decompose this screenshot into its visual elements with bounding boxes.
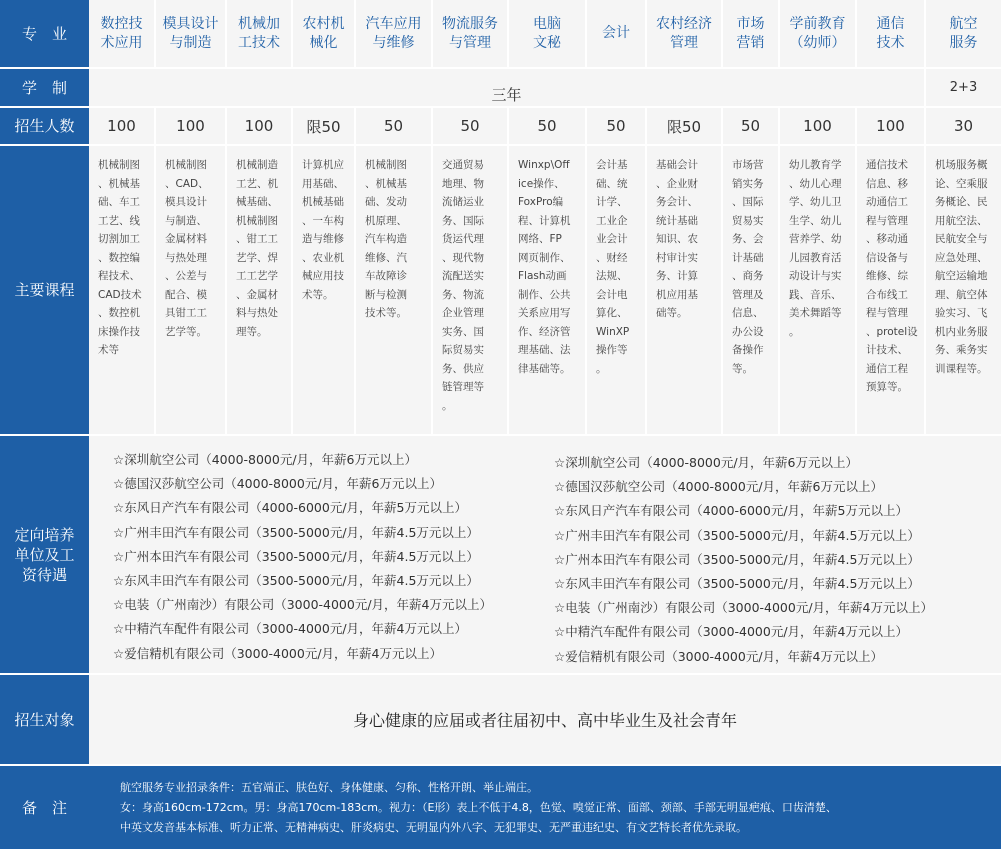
- major-header: 学前教育 （幼师）: [780, 0, 857, 67]
- label-enrollment: 招生人数: [0, 108, 89, 144]
- major-row: [89, 0, 1001, 67]
- course-list: 计算机应 用基础、 机械基础 、一车构 造与维修 、农业机 械应用技 术等。: [293, 146, 356, 434]
- note-line: 航空服务专业招录条件：五官端正、肤色好、身体健康、匀称、性格开朗、举止端庄。: [120, 781, 538, 794]
- company-item: ☆爱信精机有限公司（3000-4000元/月，年薪4万元以上）: [554, 648, 884, 664]
- company-item: ☆广州丰田汽车有限公司（3500-5000元/月，年薪4.5万元以上）: [113, 524, 479, 540]
- enrollment-count: 50: [356, 108, 433, 144]
- enrollment-count: 50: [509, 108, 587, 144]
- course-list: 会计基 础、统 计学、 工业企 业会计 、财经 法规、 会计电 算化、 WinXP 操作等 。: [587, 146, 647, 434]
- enrollment-count: 100: [857, 108, 926, 144]
- label-target: 招生对象: [0, 675, 89, 764]
- major-header: 航空 服务: [949, 15, 978, 51]
- company-item: ☆德国汉莎航空公司（4000-8000元/月，年薪6万元以上）: [554, 479, 884, 495]
- company-item: ☆深圳航空公司（4000-8000元/月，年薪6万元以上）: [113, 452, 418, 467]
- major-header: 农村机 械化: [293, 0, 356, 67]
- label-partners: 定向培养 单位及工 资待遇: [0, 436, 89, 673]
- company-item: ☆东风日产汽车有限公司（4000-6000元/月，年薪5万元以上）: [113, 500, 468, 516]
- major-header: 电脑 文秘: [509, 0, 587, 67]
- course-list: 幼儿教育学 、幼儿心理 学、幼儿卫 生学、幼儿 营养学、幼 儿园教育活 动设计与实 践、音乐、 美术舞蹈等 。: [780, 146, 857, 434]
- course-list: 基础会计 、企业财 务会计、 统计基础 知识、农 村审计实 务、计算 机应用基 础等。: [647, 146, 723, 434]
- enrollment-count: 100: [89, 108, 156, 144]
- label-duration: 学 制: [0, 69, 89, 106]
- courses-row: [89, 146, 1001, 434]
- course-list: 交通贸易 地理、物 流储运业 务、国际 货运代理 、现代物 流配送实 务、物流 企业管理 实务、国 际贸易实 务、供应 链管理等 。: [433, 146, 509, 434]
- course-list: 通信技术 信息、移 动通信工 程与管理 、移动通 信设备与 维修、综 合布线工 程与管理 、protel设 计技术、 通信工程 预算等。: [857, 146, 926, 434]
- label-major: 专 业: [0, 0, 89, 67]
- major-header: 物流服务 与管理: [433, 0, 509, 67]
- enrollment-count: 限50: [647, 108, 723, 144]
- enrollment-count: 限50: [293, 108, 356, 144]
- partners-row: [89, 436, 1001, 673]
- company-item: ☆深圳航空公司（4000-8000元/月，年薪6万元以上）: [554, 455, 859, 470]
- duration-aviation: 2+3: [949, 80, 978, 95]
- enrollment-count: 100: [227, 108, 293, 144]
- company-item: ☆东风日产汽车有限公司（4000-6000元/月，年薪5万元以上）: [554, 503, 909, 519]
- major-header: 市场 营销: [723, 0, 780, 67]
- course-list: 市场营 销实务 、国际 贸易实 务、会 计基础 、商务 管理及 信息、 办公设 备操作 等。: [723, 146, 780, 434]
- course-list: 机械制图 、CAD、 模具设计 与制造、 金属材料 与热处理 、公差与 配合、模 具钳工工 艺学等。: [156, 146, 227, 434]
- company-item: ☆广州本田汽车有限公司（3500-5000元/月，年薪4.5万元以上）: [113, 548, 479, 564]
- company-item: ☆中精汽车配件有限公司（3000-4000元/月，年薪4万元以上）: [113, 621, 468, 637]
- course-list: 机场服务概 论、空乘服 务概论、民 用航空法、 民航安全与 应急处理、 航空运输地 理、航空体 验实习、飞 机内业务服 务、乘务实 训课程等。: [935, 159, 988, 375]
- company-list-right: [554, 451, 933, 669]
- major-header: 通信 技术: [857, 0, 926, 67]
- company-item: ☆广州本田汽车有限公司（3500-5000元/月，年薪4.5万元以上）: [554, 551, 920, 567]
- major-header: 农村经济 管理: [647, 0, 723, 67]
- company-item: ☆东风丰田汽车有限公司（3500-5000元/月，年薪4.5万元以上）: [554, 576, 920, 592]
- major-header: 会计: [587, 0, 647, 67]
- enrollment-count: 50: [723, 108, 780, 144]
- label-notes: 备 注: [0, 766, 89, 849]
- course-list: 机械制图 、机械基 础、车工 工艺、线 切割加工 、数控编 程技术、 CAD技术 、数控机 床操作技 术等: [89, 146, 156, 434]
- company-item: ☆东风丰田汽车有限公司（3500-5000元/月，年薪4.5万元以上）: [113, 573, 479, 589]
- company-item: ☆电装（广州南沙）有限公司（3000-4000元/月，年薪4万元以上）: [113, 597, 493, 613]
- major-header: 数控技 术应用: [89, 0, 156, 67]
- enrollment-row: [89, 108, 1001, 144]
- enrollment-count: 100: [156, 108, 227, 144]
- target-text: 身心健康的应届或者往届初中、高中毕业生及社会青年: [89, 675, 1001, 764]
- enrollment-count: 100: [780, 108, 857, 144]
- enrollment-count: 50: [433, 108, 509, 144]
- duration-row: [89, 69, 1001, 106]
- company-item: ☆电装（广州南沙）有限公司（3000-4000元/月，年薪4万元以上）: [554, 600, 934, 616]
- course-list: Winxp\Off ice操作、 FoxPro编 程、计算机 网络、FP 网页制作、 Flash动画 制作、公共 关系应用写 作、经济管 理基础、法 律基础等。: [509, 146, 587, 434]
- duration-main: 三年: [89, 69, 926, 106]
- enrollment-count: 50: [587, 108, 647, 144]
- note-line: 中英文发音基本标准、听力正常、无精神病史、肝炎病史、无明显内外八字、无犯罪史、无严重违纪史、有文艺特长者优先录取。: [120, 821, 747, 834]
- course-list: 机械制图 、机械基 础、发动 机原理、 汽车构造 维修、汽 车故障诊 断与检测 技术等。: [356, 146, 433, 434]
- course-list: 机械制造 工艺、机 械基础、 机械制图 、钳工工 艺学、焊 工工艺学 、金属材 料与热处 理等。: [227, 146, 293, 434]
- major-header: 模具设计 与制造: [156, 0, 227, 67]
- company-item: ☆广州丰田汽车有限公司（3500-5000元/月，年薪4.5万元以上）: [554, 527, 920, 543]
- label-courses: 主要课程: [0, 146, 89, 434]
- company-list-left: [113, 448, 492, 666]
- major-header: 机械加 工技术: [227, 0, 293, 67]
- notes-block: [89, 766, 1001, 849]
- enrollment-count: 30: [953, 117, 974, 135]
- company-item: ☆爱信精机有限公司（3000-4000元/月，年薪4万元以上）: [113, 645, 443, 661]
- company-item: ☆德国汉莎航空公司（4000-8000元/月，年薪6万元以上）: [113, 476, 443, 492]
- company-item: ☆中精汽车配件有限公司（3000-4000元/月，年薪4万元以上）: [554, 624, 909, 640]
- note-line: 女：身高160cm-172cm。男：身高170cm-183cm。视力：（E形）表上不低于4.8，色觉、嗅觉正常、面部、颈部、手部无明显疤痕、口齿清楚、: [120, 801, 837, 814]
- major-header: 汽车应用 与维修: [356, 0, 433, 67]
